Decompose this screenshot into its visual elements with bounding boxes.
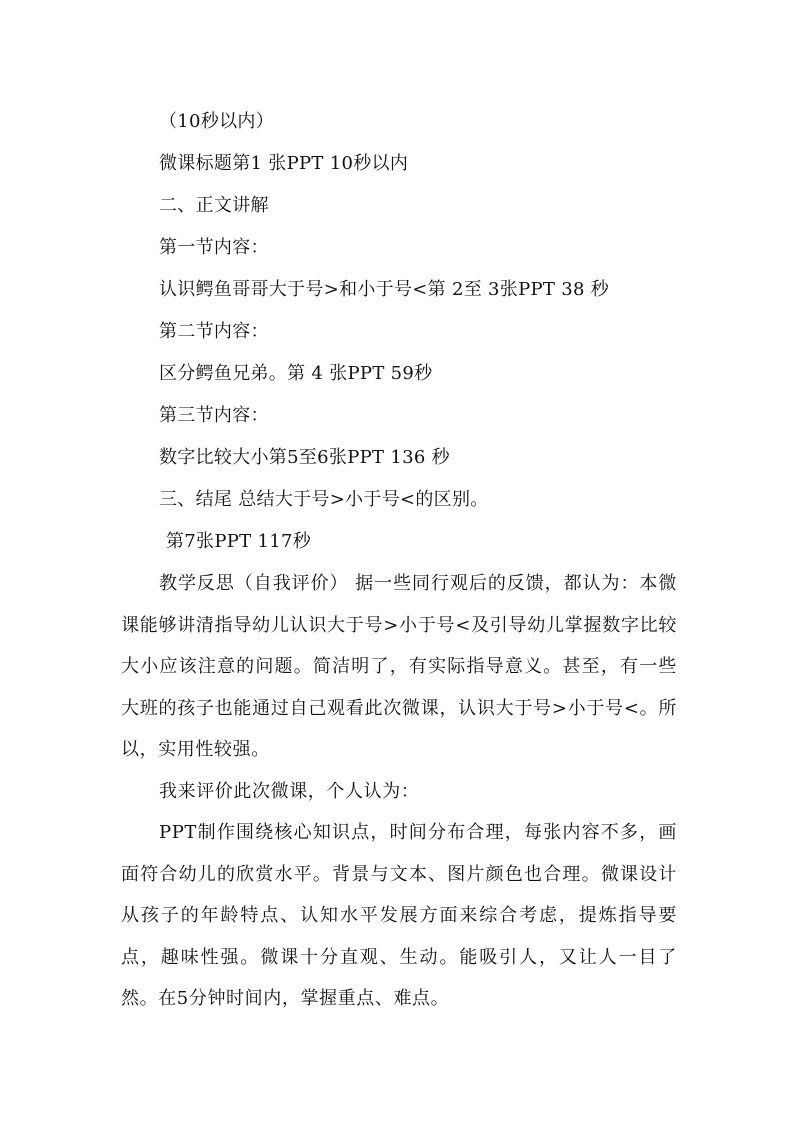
document-body (121, 101, 677, 1020)
heading-main-explanation: 二、正文讲解 (159, 195, 269, 216)
line-title-slide: 微课标题第1 张PPT 10秒以内 (159, 153, 409, 174)
line-ending-slide: 第7张PPT 117秒 (166, 531, 312, 552)
line-time-limit: （10秒以内） (159, 111, 275, 132)
line-section-2-content: 区分鳄鱼兄弟。第 4 张PPT 59秒 (159, 363, 433, 384)
paragraph-teaching-reflection: 教学反思（自我评价） 据一些同行观后的反馈，都认为：本微课能够讲清指导幼儿认识大于号>小于号<及引导幼儿掌握数字比较大小应该注意的问题。简洁明了，有实际指导意义。甚至，有一些大班的孩子也能通过自己观看此次微课，认识大于号>小于号<。所以，实用性较强。 (121, 573, 677, 760)
line-section-3-content: 数字比较大小第5至6张PPT 136 秒 (159, 447, 450, 468)
heading-section-2: 第二节内容： (159, 321, 269, 342)
paragraph-self-evaluation-intro: 我来评价此次微课，个人认为： (159, 780, 420, 802)
line-section-1-content: 认识鳄鱼哥哥大于号>和小于号<第 2至 3张PPT 38 秒 (159, 279, 610, 300)
heading-section-3: 第三节内容： (159, 405, 269, 426)
heading-ending: 三、结尾 总结大于号>小于号<的区别。 (159, 489, 489, 510)
paragraph-self-evaluation: PPT制作围绕核心知识点，时间分布合理，每张内容不多，画面符合幼儿的欣赏水平。背景与文本、图片颜色也合理。微课设计从孩子的年龄特点、认知水平发展方面来综合考虑，提炼指导要点，趣味性强。微课十分直观、生动。能吸引人，又让人一目了然。在5分钟时间内，掌握重点、难点。 (121, 822, 677, 1009)
heading-section-1: 第一节内容： (159, 237, 269, 258)
